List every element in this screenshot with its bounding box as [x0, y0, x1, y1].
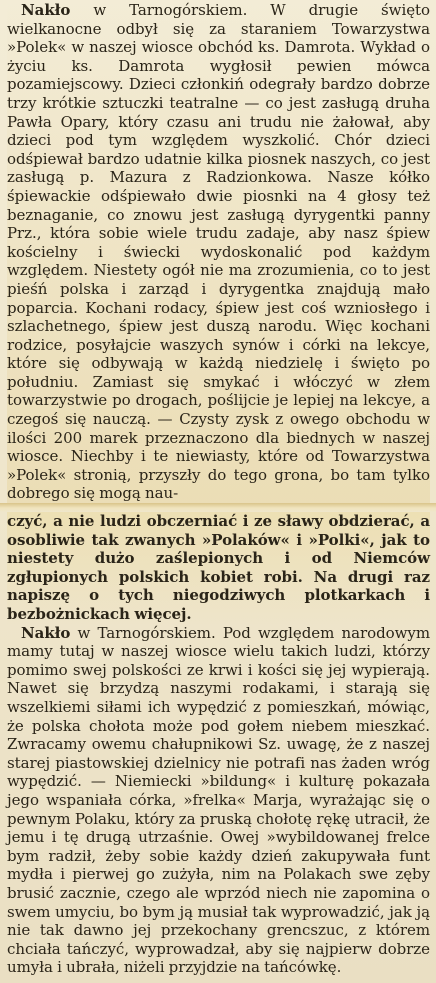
article-1-continuation: czyć, a nie ludzi obczerniać i ze sławy obdzierać, a osobliwie tak zwanych »Polaków« i »Polki«, jak to niestety dużo zaślepionych i od Niemców zgłupionych polskich kobiet robi. Na drugi raz napiszę o tych niegodziwych plotkarkach i bezbożnickach więcej. [7, 512, 430, 623]
article-2-place: Nakło [21, 623, 71, 642]
article-1-top-segment [7, 1, 430, 503]
article-1-place: Nakło [21, 1, 71, 19]
article-2 [7, 624, 430, 977]
paste-seam [0, 503, 436, 512]
article-1-text: w Tarnogórskiem. W drugie święto wielkanocne odbył się za staraniem Towarzystwa »Polek« w naszej wiosce obchód ks. Damrota. Wykład o życiu ks. Damrota wygłosił pewien mówca pozamiejscowy. Dzieci członkiń odegrały bardzo dobrze trzy krótkie sztuczki teatralne — co jest zasługą druha Pawła Opary, który czasu ani trudu nie żałował, aby dzieci pod tym względem wyszkolić. Chór dzieci odśpiewał bardzo udatnie kilka piosnek naszych, co jest zasługą p. Mazura z Radzionkowa. Nasze kółko śpiewackie odśpiewało dwie piosnki na 4 głosy też beznaganie, co znowu jest zasługą dyrygentki panny Prz., która sobie wiele trudu zadaje, aby nasz śpiew kościelny i świecki wydoskonalić pod każdym względem. Niestety ogół nie ma zrozumienia, co to jest pieśń polska i zarząd i dyrygentka znajdują mało poparcia. Kochani rodacy, śpiew jest coś wzniosłego i szlachetnego, śpiew jest duszą narodu. Więc kochani rodzice, posyłajcie waszych synów i córki na lekcye, które się odbywają w każdą niedzielę i święto po południu. Zamiast się smykać i włóczyć w złem towarzystwie po drogach, poślijcie je lepiej na lekcye, a czegoś się nauczą. — Czysty zysk z owego obchodu w ilości 200 marek przeznaczono dla biednych w naszej wiosce. Niechby i te niewiasty, które od Towarzystwa »Polek« stronią, przyszły do tego grona, bo tam tylko dobrego się mogą nau- [7, 1, 430, 503]
article-2-text: w Tarnogórskiem. Pod względem narodowym mamy tutaj w naszej wiosce wielu takich ludzi, którzy pomimo swej polskości ze krwi i kości się jej wypierają. Nawet się brzydzą naszymi rodakami, i starają się wszelkiemi siłami ich wypędzić z pomieszkań, mówiąc, że polska chołota może pod gołem niebem mieszkać. Zwracamy owemu chałupnikowi Sz. uwagę, że z naszej starej piastowskiej dzielnicy nie potrafi nas żaden wróg wypędzić. — Niemiecki »bildung« i kulturę pokazała jego wspaniała córka, »frelka« Marja, wyrażając się o pewnym Polaku, który za pruską chołotę rękę utracił, że jemu i tę drugą utrzaśnie. Owej »wybildowanej frelce bym radził, żeby sobie każdy dzień zakupywała funt mydła i pierwej go zużyła, nim na Polakach swe zęby brusić zacznie, czego ale wprzód niech nie zapomina o swem umyciu, bo bym ją musiał tak wyprowadzić, jak ją nie tak dawno jej przekochany grencszuc, z którem chciała tańczyć, wyprowadzał, aby się najpierw dobrze umyła i ubrała, niżeli przyjdzie na tańcówkę. [7, 623, 430, 977]
